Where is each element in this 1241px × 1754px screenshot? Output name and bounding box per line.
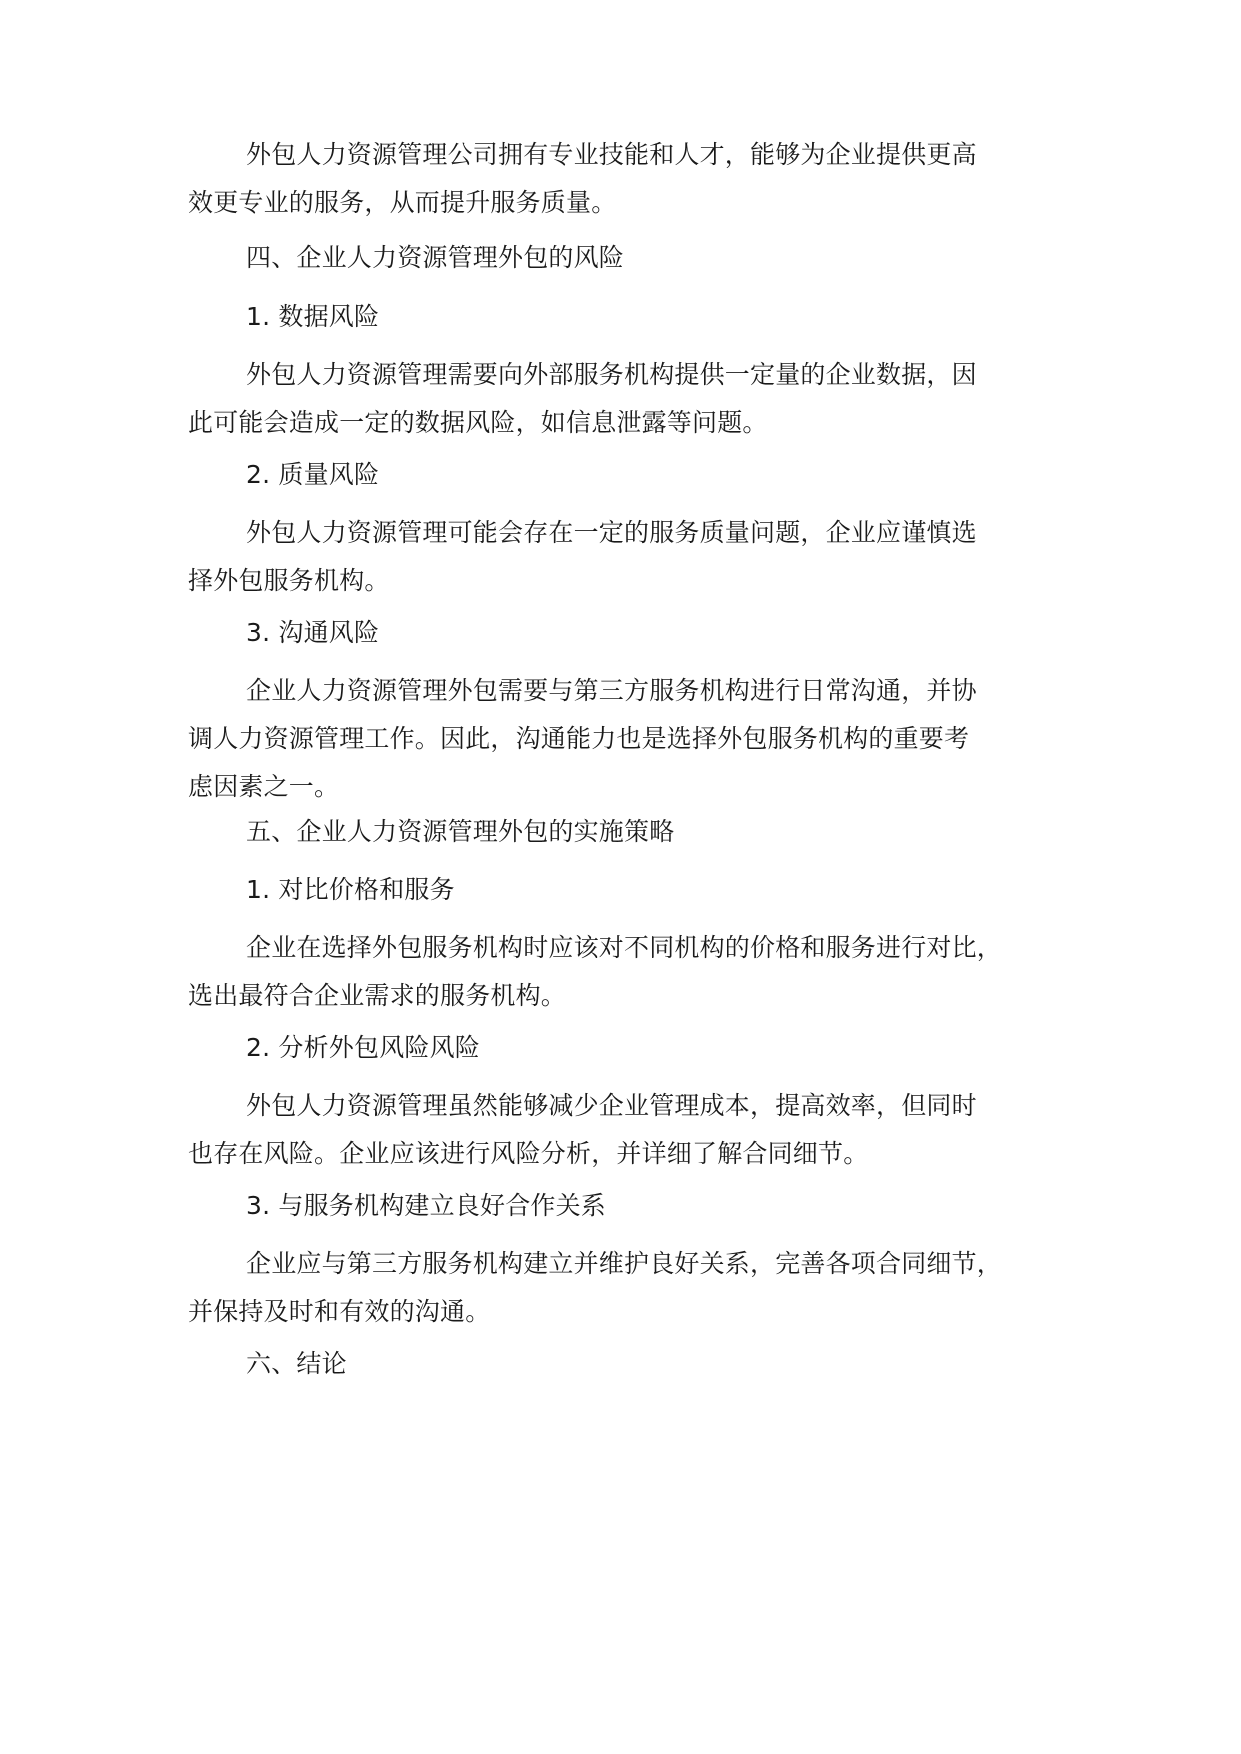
- heading-text: 四、企业人力资源管理外包的风险: [246, 243, 625, 272]
- subheading-quality-risk: [188, 451, 1093, 499]
- heading-text: 2. 质量风险: [246, 460, 380, 489]
- text-line: 选出最符合企业需求的服务机构。: [188, 981, 567, 1010]
- text-line: 效更专业的服务，从而提升服务质量。: [188, 188, 617, 217]
- paragraph-partnership: [188, 1240, 1093, 1336]
- text-line: 外包人力资源管理可能会存在一定的服务质量问题，企业应谨慎选: [246, 518, 977, 547]
- heading-text: 2. 分析外包风险风险: [246, 1033, 481, 1062]
- text-line: 外包人力资源管理虽然能够减少企业管理成本，提高效率，但同时: [246, 1091, 977, 1120]
- paragraph-service-quality: [188, 131, 1093, 227]
- heading-text: 1. 对比价格和服务: [246, 875, 455, 904]
- text-line: 也存在风险。企业应该进行风险分析，并详细了解合同细节。: [188, 1139, 869, 1168]
- text-line: 此可能会造成一定的数据风险，如信息泄露等问题。: [188, 408, 768, 437]
- section-heading-strategies: [188, 808, 1093, 856]
- heading-text: 3. 沟通风险: [246, 618, 380, 647]
- paragraph-communication-risk: [188, 667, 1093, 811]
- heading-text: 3. 与服务机构建立良好合作关系: [246, 1191, 607, 1220]
- subheading-analyze-risk: [188, 1024, 1093, 1072]
- paragraph-analyze-risk: [188, 1082, 1093, 1178]
- text-line: 外包人力资源管理公司拥有专业技能和人才，能够为企业提供更高: [246, 140, 977, 169]
- paragraph-data-risk: [188, 351, 1093, 447]
- heading-text: 五、企业人力资源管理外包的实施策略: [246, 817, 675, 846]
- subheading-communication-risk: [188, 609, 1093, 657]
- text-line: 企业人力资源管理外包需要与第三方服务机构进行日常沟通，并协: [246, 676, 977, 705]
- paragraph-compare-price: [188, 924, 1093, 1020]
- text-line: 择外包服务机构。: [188, 566, 390, 595]
- heading-text: 1. 数据风险: [246, 302, 380, 331]
- paragraph-quality-risk: [188, 509, 1093, 605]
- text-line: 企业应与第三方服务机构建立并维护良好关系，完善各项合同细节，: [246, 1249, 1003, 1278]
- text-line: 调人力资源管理工作。因此，沟通能力也是选择外包服务机构的重要考: [188, 724, 970, 753]
- subheading-compare-price: [188, 866, 1093, 914]
- subheading-partnership: [188, 1182, 1093, 1230]
- heading-text: 六、结论: [246, 1349, 347, 1378]
- subheading-data-risk: [188, 293, 1093, 341]
- text-line: 外包人力资源管理需要向外部服务机构提供一定量的企业数据，因: [246, 360, 977, 389]
- text-line: 企业在选择外包服务机构时应该对不同机构的价格和服务进行对比，: [246, 933, 1003, 962]
- section-heading-risks: [188, 234, 1093, 282]
- section-heading-conclusion: [188, 1340, 1093, 1388]
- text-line: 并保持及时和有效的沟通。: [188, 1297, 491, 1326]
- text-line: 虑因素之一。: [188, 772, 340, 801]
